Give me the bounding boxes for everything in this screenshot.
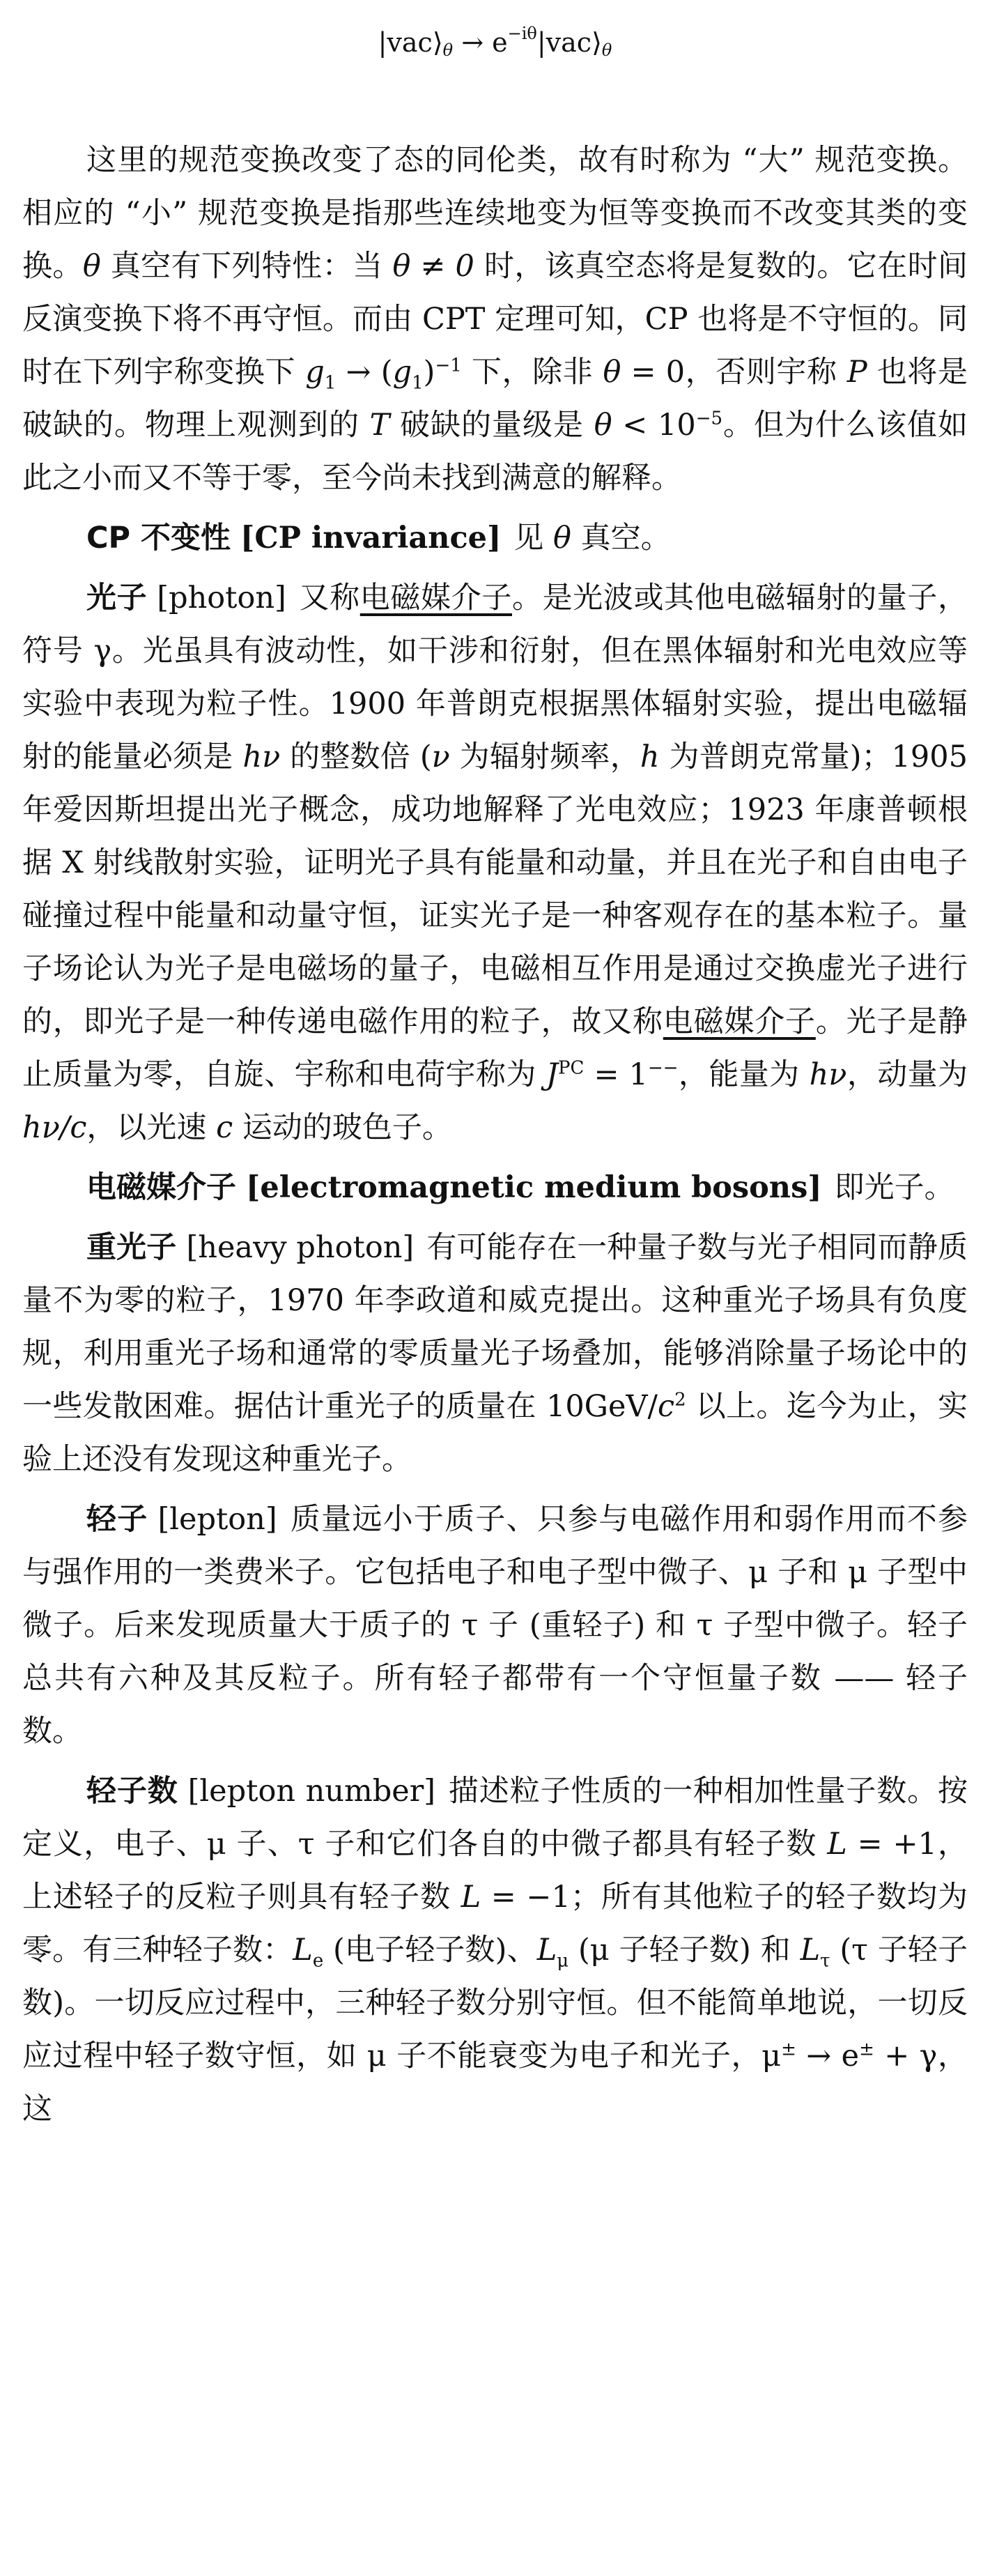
math-p: P <box>846 355 867 390</box>
math-theta: θ <box>594 408 612 443</box>
math-theta-neq: θ ≠ 0 <box>392 249 474 284</box>
text-run: → e <box>796 2039 860 2073</box>
text-run: (电子轻子数)、 <box>323 1933 537 1968</box>
text-run: 运动的玻色子。 <box>233 1110 452 1145</box>
text-run: 又称 <box>298 581 360 615</box>
text-run: (μ 子轻子数) 和 <box>569 1933 800 1968</box>
math-h: h <box>640 739 660 774</box>
formula-left-sub: θ <box>442 40 454 60</box>
text-run: 。但为什么该值如此之小而又不等于零，至今尚未找到满意的解释。 <box>22 408 968 496</box>
math-sup: PC <box>558 1057 585 1079</box>
entry-term: 轻子数 <box>86 1774 178 1809</box>
entry-lepton-number <box>22 1765 968 2136</box>
cross-reference-link[interactable]: 电磁媒介子 <box>359 581 512 615</box>
text-run: = −1；所有其他粒子的轻子数均为零。有三种轻子数： <box>22 1880 968 1968</box>
cross-reference-link[interactable]: 电磁媒介子 <box>663 1004 816 1039</box>
text-run: = 1 <box>584 1057 648 1092</box>
entry-english: [electromagnetic medium bosons] <box>246 1170 822 1205</box>
math-sup: −5 <box>695 408 723 429</box>
text-run: 也将是破缺的。物理上观测到的 <box>22 355 968 443</box>
entry-heavy-photon <box>22 1221 968 1486</box>
math-c: c <box>658 1389 675 1424</box>
entry-term: 重光子 <box>86 1230 177 1265</box>
math-t: T <box>369 408 390 443</box>
entry-english: [lepton number] <box>187 1774 436 1809</box>
entry-english: [photon] <box>157 581 286 615</box>
text-run: 描述粒子性质的一种相加性量子数。按定义，电子、μ 子、τ 子和它们各自的中微子都具有轻子数 <box>22 1774 968 1862</box>
math-l: L <box>461 1880 481 1915</box>
text-run: 见 <box>513 521 554 555</box>
text-run: 有可能存在一种量子数与光子相同而静质量不为零的粒子，1970 年李政道和威克提出。这种重光子场具有负度规，利用重光子场和通常的零质量光子场叠加，能够消除量子场论中的一些发散困难。据估计重光子的质量在 10GeV/ <box>22 1230 968 1424</box>
text-run: ，动量为 <box>846 1057 968 1092</box>
text-run: (τ 子轻子数)。一切反应过程中，三种轻子数分别守恒。但不能简单地说，一切反应过程中轻子数守恒，如 μ 子不能衰变为电子和光子，μ <box>22 1933 968 2073</box>
entry-english: [heavy photon] <box>186 1230 415 1265</box>
text-run: = 0，否则宇称 <box>621 355 847 390</box>
text-run: 的整数倍 ( <box>280 739 432 774</box>
text-run: ，能量为 <box>678 1057 810 1092</box>
math-hnu-c: hν/c <box>22 1110 87 1145</box>
text-run: 即光子。 <box>834 1170 954 1205</box>
math-g: g <box>305 355 325 390</box>
math-j: J <box>546 1057 559 1092</box>
entry-term: 光子 <box>86 581 148 615</box>
text-run: 这里的规范变换改变了态的同伦类，故有时称为 “大” 规范变换。相应的 “小” 规范变换是指那些连续地变为恒等变换而不改变其类的变换。 <box>22 143 968 284</box>
text-run: 为辐射频率， <box>449 739 640 774</box>
math-theta: θ <box>603 355 621 390</box>
math-l: L <box>536 1933 557 1968</box>
formula-left: |vac⟩ <box>378 27 443 58</box>
math-sub: τ <box>820 1950 830 1972</box>
math-sub: 1 <box>412 372 424 394</box>
text-run: < 10 <box>612 408 696 443</box>
math-c: c <box>216 1110 233 1145</box>
entry-term: 轻子 <box>86 1502 148 1537</box>
text-run: 时，该真空态将是复数的。它在时间反演变换下将不再守恒。而由 CPT 定理可知，CP 也将是不守恒的。同时在下列宇称变换下 <box>22 249 968 390</box>
entry-english: [lepton] <box>157 1502 277 1537</box>
math-nu: ν <box>431 739 450 774</box>
formula-right: |vac⟩ <box>536 27 602 58</box>
entry-electromagnetic-medium <box>22 1161 968 1214</box>
math-l: L <box>293 1933 313 1968</box>
text-run: 真空有下列特性：当 <box>100 249 393 284</box>
math-g: g <box>392 355 412 390</box>
text-run: 。是光波或其他电磁辐射的量子，符号 γ。光虽具有波动性，如干涉和衍射，但在黑体辐射和光电效应等实验中表现为粒子性。1900 年普朗克根据黑体辐射实验，提出电磁辐射的能量必须是 <box>22 581 968 774</box>
math-sup: −− <box>647 1057 679 1079</box>
entry-term: CP 不变性 <box>86 521 231 555</box>
entry-photon <box>22 572 968 1154</box>
math-theta: θ <box>82 249 101 284</box>
formula-exp: −iθ <box>507 24 537 43</box>
math-l: L <box>800 1933 821 1968</box>
entry-term: 电磁媒介子 <box>86 1170 236 1205</box>
math-sub: 1 <box>324 372 337 394</box>
text-run: 破缺的量级是 <box>389 408 594 443</box>
math-sup: ± <box>781 2039 796 2060</box>
vacuum-transformation-formula <box>22 13 968 71</box>
math-sub: μ <box>557 1950 569 1972</box>
text-run: = +1，上述轻子的反粒子则具有轻子数 <box>22 1827 968 1915</box>
text-run: → ( <box>336 355 393 390</box>
text-run: ) <box>423 355 435 390</box>
math-l: L <box>827 1827 847 1862</box>
entry-lepton <box>22 1493 968 1758</box>
theta-vacuum-paragraph <box>22 134 968 505</box>
text-run: 。光子是静止质量为零，自旋、宇称和电荷宇称为 <box>22 1004 968 1092</box>
text-run: 下，除非 <box>461 355 603 390</box>
entry-cp-invariance <box>22 512 968 565</box>
math-hnu: hν <box>242 739 281 774</box>
formula-right-sub: θ <box>601 40 612 60</box>
math-sub: e <box>312 1950 324 1972</box>
math-theta: θ <box>553 521 571 555</box>
formula-arrow: → e <box>453 27 508 58</box>
math-sup: 2 <box>674 1389 686 1411</box>
text-run: ，以光速 <box>86 1110 217 1145</box>
math-sup: ± <box>859 2039 874 2060</box>
text-run: 以上。迄今为止，实验上还没有发现这种重光子。 <box>22 1389 968 1477</box>
math-hnu: hν <box>809 1057 847 1092</box>
math-sup: −1 <box>435 355 462 376</box>
text-run: 为普朗克常量)；1905 年爱因斯坦提出光子概念，成功地解释了光电效应；1923 年康普顿根据 X 射线散射实验，证明光子具有能量和动量，并且在光子和自由电子碰撞过程中能量和动量守恒，证实光子是一种客观存在的基本粒子。量子场论认为光子是电磁场的量子，电磁相互作用是通过交换虚光子进行的，即光子是一种传递电磁作用的粒子，故又称 <box>22 739 968 1039</box>
text-run: 质量远小于质子、只参与电磁作用和弱作用而不参与强作用的一类费米子。它包括电子和电子型中微子、μ 子和 μ 子型中微子。后来发现质量大于质子的 τ 子 (重轻子) 和 τ 子型中微子。轻子总共有六种及其反粒子。所有轻子都带有一个守恒量子数 —— 轻子数。 <box>22 1502 968 1749</box>
text-run: 真空。 <box>571 521 671 555</box>
entry-english: [CP invariance] <box>240 521 502 555</box>
text-run: + γ，这 <box>22 2039 968 2126</box>
